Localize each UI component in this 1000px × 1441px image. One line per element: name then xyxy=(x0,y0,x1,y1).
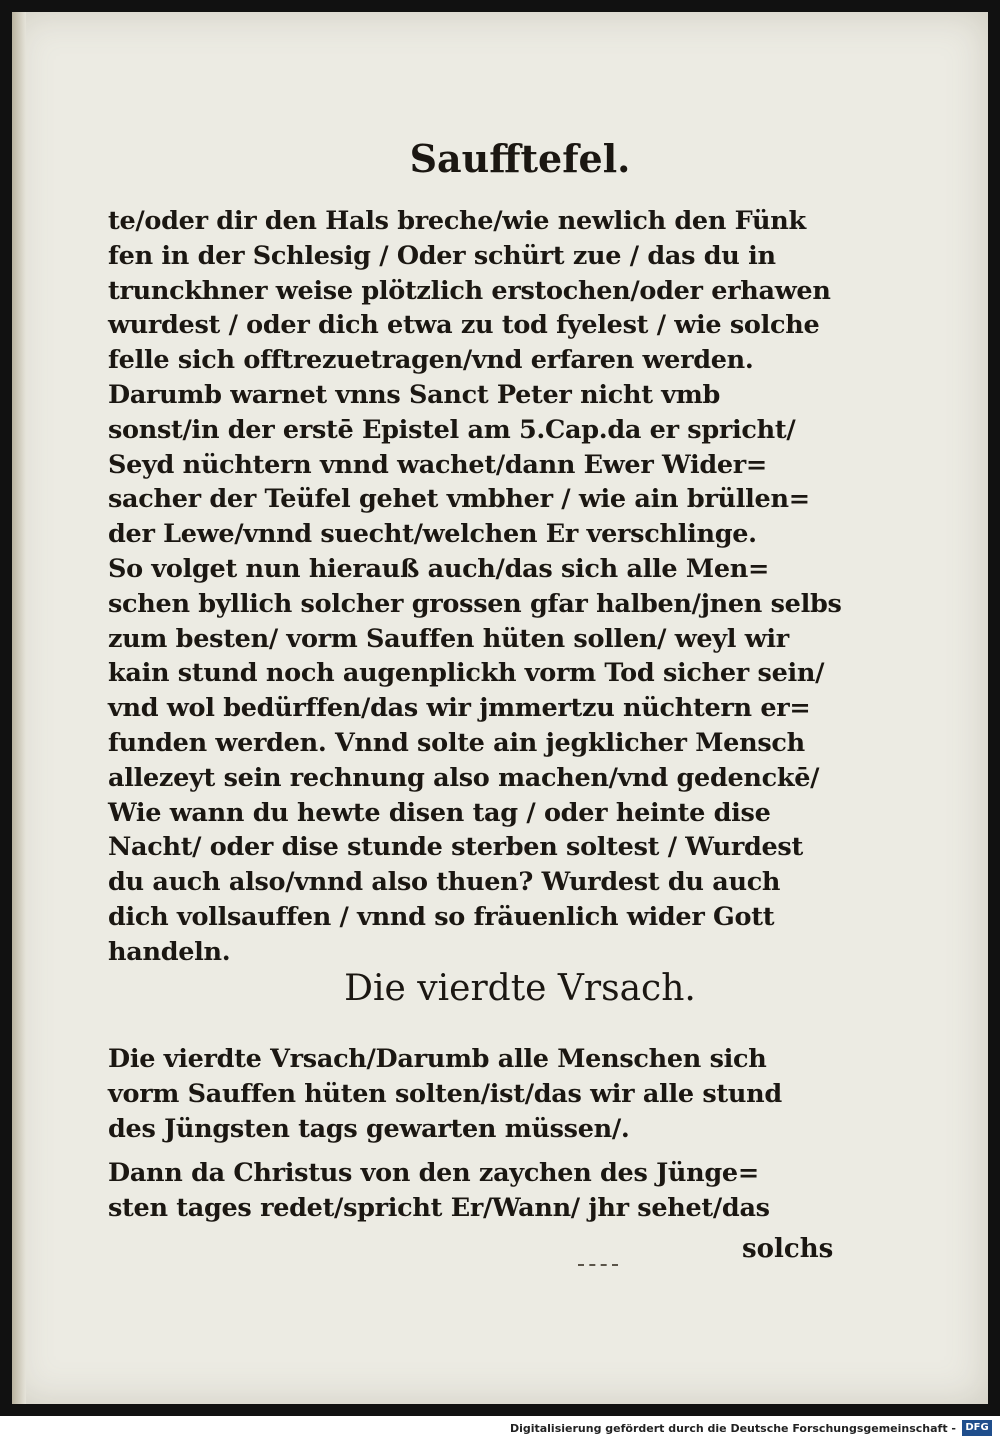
text-line: Die vierdte Vrsach/Darumb alle Menschen sich xyxy=(108,1044,767,1074)
text-line: der Lewe/vnnd suecht/welchen Er verschlinge. xyxy=(108,519,757,550)
text-line: du auch also/vnnd also thuen? Wurdest du auch xyxy=(108,867,781,898)
footer-bar xyxy=(0,1416,1000,1441)
text-line: vnd wol bedürffen/das wir jmmertzu nüchtern er= xyxy=(108,693,811,724)
catchword: solchs xyxy=(742,1234,834,1264)
printer-mark xyxy=(578,1264,618,1266)
text-line: sacher der Teüfel gehet vmbher / wie ain brüllen= xyxy=(108,484,810,515)
text-line: Wie wann du hewte disen tag / oder heinte dise xyxy=(108,797,771,828)
paragraph-5 xyxy=(108,1156,853,1226)
text-line: des Jüngsten tags gewarten müssen/. xyxy=(108,1113,630,1144)
dfg-logo: DFG xyxy=(962,1420,992,1436)
text-line: Dann da Christus von den zaychen des Jünge= xyxy=(108,1158,759,1188)
text-line: handeln. xyxy=(108,936,231,967)
paragraph-3 xyxy=(108,552,853,970)
text-line: dich vollsauffen / vnnd so fräuenlich wider Gott xyxy=(108,901,775,932)
text-line: Seyd nüchtern vnnd wachet/dann Ewer Wider= xyxy=(108,449,767,480)
text-line: allezeyt sein rechnung also machen/vnd gedenckē/ xyxy=(108,762,820,793)
book-page xyxy=(12,12,988,1404)
text-line: schen byllich solcher grossen gfar halben/jnen selbs xyxy=(108,588,842,619)
text-line: Nacht/ oder dise stunde sterben soltest / Wurdest xyxy=(108,832,803,863)
text-line: vorm Sauffen hüten solten/ist/das wir alle stund xyxy=(108,1078,782,1109)
section-heading: Die vierdte Vrsach. xyxy=(344,968,696,1009)
text-line: So volget nun hierauß auch/das sich alle Men= xyxy=(108,554,770,584)
text-line: sten tages redet/spricht Er/Wann/ jhr sehet/das xyxy=(108,1192,770,1223)
paragraph-4 xyxy=(108,1042,853,1146)
paragraph-2 xyxy=(108,378,853,552)
text-line: te/oder dir den Hals breche/wie newlich den Fünk xyxy=(108,206,806,236)
text-line: felle sich offtrezuetragen/vnd erfaren werden. xyxy=(108,345,754,376)
paragraph-1 xyxy=(108,204,853,378)
text-line: Darumb warnet vnns Sanct Peter nicht vmb xyxy=(108,380,721,410)
text-line: sonst/in der erstē Epistel am 5.Cap.da er spricht/ xyxy=(108,414,796,445)
text-line: funden werden. Vnnd solte ain jegklicher Mensch xyxy=(108,727,805,758)
text-line: kain stund noch augenplickh vorm Tod sicher sein/ xyxy=(108,658,825,689)
text-line: trunckhner weise plötzlich erstochen/oder erhawen xyxy=(108,275,831,306)
running-head: Saufftefel. xyxy=(409,136,631,181)
text-line: zum besten/ vorm Sauffen hüten sollen/ weyl wir xyxy=(108,623,789,654)
text-line: fen in der Schlesig / Oder schürt zue / das du in xyxy=(108,240,776,271)
funding-credit: Digitalisierung gefördert durch die Deutsche Forschungsgemeinschaft - xyxy=(509,1422,956,1435)
text-line: wurdest / oder dich etwa zu tod fyelest / wie solche xyxy=(108,310,820,341)
